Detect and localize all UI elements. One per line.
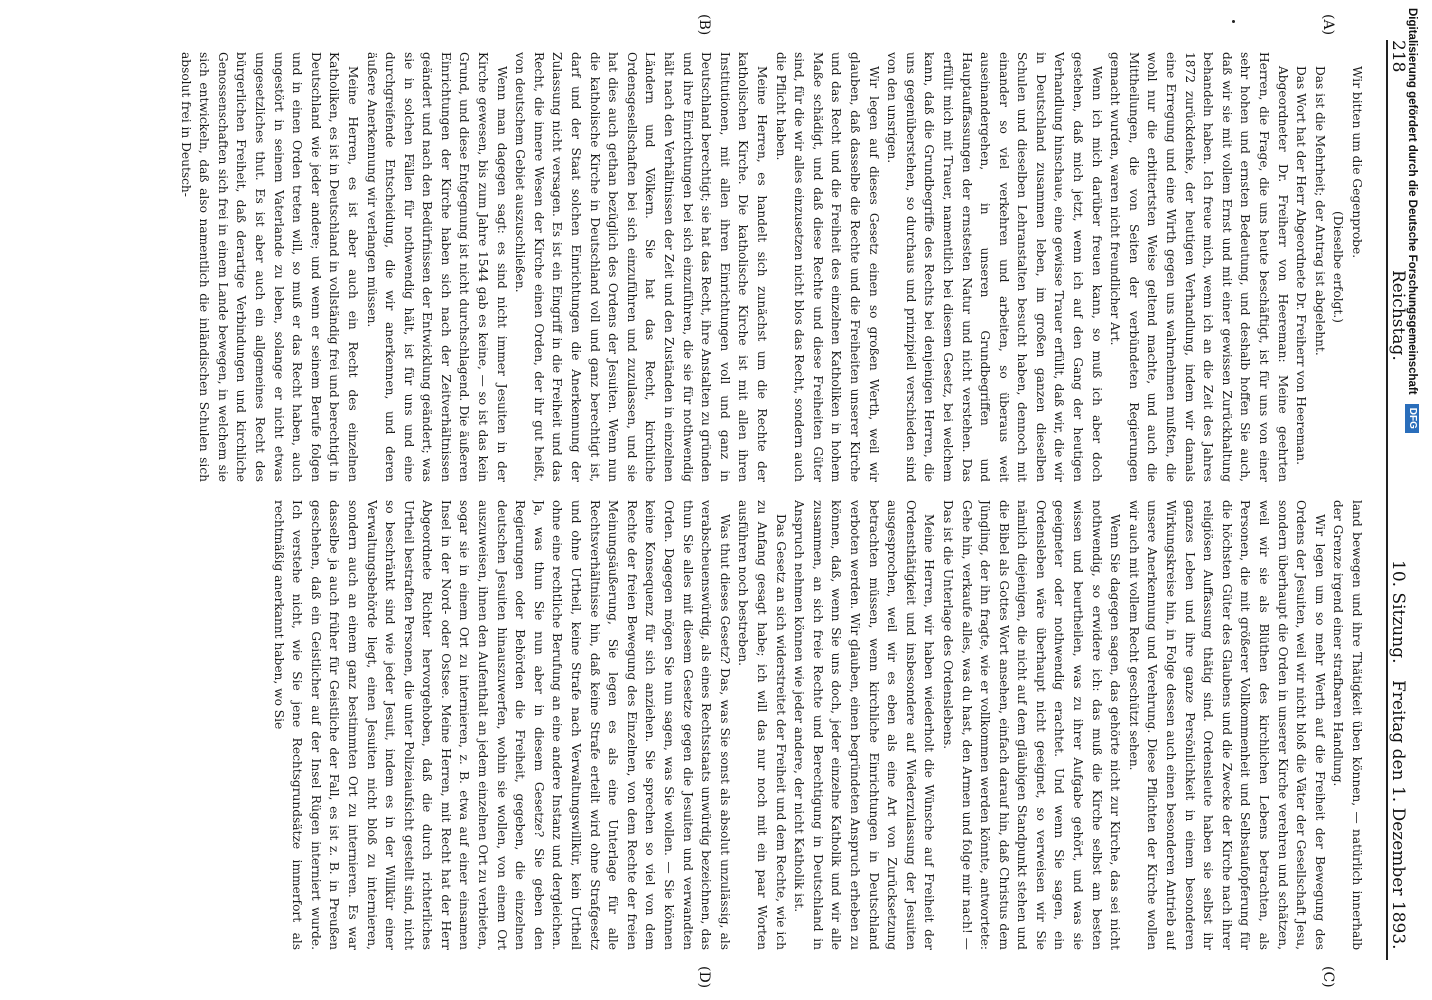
header-rule bbox=[1386, 40, 1388, 960]
paragraph: Meine Herren, es handelt sich zunächst um die Rechte der katholischen Kirche. Die katholische Kirche ist mit allen ihren Institutionen, mit allen ihren Einrichtungen voll und ganz in Deutschland berechtigt; sie hat das Recht, ihre Anstalten zu gründen und ihre Einrichtungen bei sich einzuführen, die sie für nothwendig hält nach den Verhältnissen der Zeit und den Zuständen in einzelnen Ländern und Völkern. Sie hat das Recht, kirchliche Ordensgesellschaften bei sich einzuführen und zuzulassen, und sie hat dies auch gethan bezüglich des Ordens der Jesuiten. Wenn nun die katholische Kirche in Deutschland voll und ganz berechtigt ist, darf und der Staat solchen Einrichtungen die Anerkennung der Zulassung nicht versagen. Es ist ein Eingriff in die Freiheit und das Recht, die innere Wesen der Kirche einen Orden, der ihr gut heißt, von deutschem Gebiet auszuschließen. bbox=[513, 52, 769, 482]
dfg-side-note bbox=[1392, 8, 1432, 998]
paragraph: Das Wort hat der Herr Abgeordnete Dr. Freiherr von Heereman. bbox=[1294, 66, 1309, 465]
page-number: 218 bbox=[1388, 40, 1408, 73]
paragraph: (Dieselbe erfolgt.) bbox=[1331, 210, 1346, 323]
paragraph: Abgeordneter Dr. Freiherr von Heereman: Meine geehrten Herren, die Frage, die uns heute beschäftigt, ist für uns von einer sehr hohen und ernsten Bedeutung, und deshalb hoffen Sie auch, daß wir sie mit vollem Ernst und mit einer gewissen Zurückhaltung behandeln haben. Ich freue mich, wenn ich an die Zeit des Jahres 1872 zurückdenke, der heutigen Verhandlung, indem wir damals eine Erregung und eine Wirth gegen uns wahrnehmen mußten, die wohl nur die erbittertsten Weise geltend machte, und auch die Mittheilungen, die von Seiten der verbündeten Regierungen gemacht wurden, waren nicht freundlicher Art. bbox=[1108, 52, 1290, 482]
left-text-column bbox=[86, 52, 1366, 482]
paragraph: Wir legen auf dieses Gesetz einen so großen Werth, weil wir glauben, daß dasselbe die Rechte und die Freiheiten unserer Kirche und das Recht und die Freiheit des einzelnen Katholiken in hohem Maße schädigt, und daß diese Rechte und diese Freiheiten Güter sind, für die wir alles einzusetzen nicht blos das Recht, sondern auch die Pflicht haben. bbox=[773, 52, 881, 482]
margin-marker-a: (A) bbox=[1320, 14, 1336, 36]
paragraph: Wenn man dagegen sagt: es sind nicht immer Jesuiten in der Kirche gewesen, bis zum Jahre 1544 gab es keine, — so ist das kein Grund, und diese Entgegnung ist nicht durchschlagend. Die äußeren Einrichtungen der Kirche haben sich nach der Zeitverhältnissen geändert und nach den Bedürfnissen der Entwicklung geändert; was sie in solchen Fällen für nothwendig hält, ist für uns und eine durchgreifende Entscheidung, die wir anerkennen, und deren äußere Anerkennung wir verlangen müssen. bbox=[364, 52, 509, 482]
session-date: Freitag den 1. Dezember 1893. bbox=[1388, 680, 1408, 950]
paragraph: Wenn Sie dagegen sagen, das gehörte nicht zur Kirche, das sei nicht nothwendig, so erwidere ich: das muß die Kirche selbst am besten wissen und beurtheilen, was zu ihrer Aufgabe gehört, und was sie geeigneter oder nothwendig erachtet. Und wenn Sie sagen, ein Ordensleben wäre überhaupt nicht geeignet, so verweisen wir Sie nämlich diejenigen, die nicht auf dem gläubigen Standpunkt stehen und die Bibel als Gottes Wort ansehen, einfach darauf hin, daß Christus dem Jüngling, der ihn fragte, wie er vollkommen werden könnte, antwortete: Gehe hin, verkaufe alles, was du hast, den Armen und folge mir nach! — Das ist die Unterlage des Ordenslebens. bbox=[940, 500, 1123, 950]
paragraph: Was thut dieses Gesetz? Das, was Sie sonst als absolut unzulässig, als verabscheuenswürdig, als eines Rechtsstaats unwürdig bezeichnen, das thun Sie alles mit diesem Gesetze gegen die Jesuiten und verwandten Orden. Dagegen mögen Sie nun sagen, was Sie wollen. — Sie können keine Konsequenz für sich anziehen. Sie sprechen so viel von dem Rechte der freien Bewegung des Einzelnen, von dem Rechte der freien Meinungsäußerung, Sie legen es als eine Unterlage für alle Rechtsverhältnisse hin, daß keine Strafe erteilt wird ohne Strafgesetz und ohne Urtheil, keine Strafe nach Verwaltungswillkür, kein Urtheil ohne eine rechtliche Berufung an eine andere Instanz und dergleichen. Ja, was thun Sie nun aber in diesem Gesetze? Sie geben den Regierungen oder Behörden die Freiheit, gegeben, die einzelnen deutschen Jesuiten hinauszuwerfen, wohin sie wollen, von einem Ort auszuweisen, ihnen den Aufenthalt an jedem einzelnen Ort zu verbieten, sogar sie in einem Ort zu internieren, z. B. etwa auf einer einsamen Insel in der Nord- oder Ostsee. Meine Herren, mit Recht hat der Herr Abgeordnete Richter hervorgehoben, daß die durch richterliches Urtheil bestraften Personen, die unter Polizeiaufsicht gestellt sind, nicht so beschränkt sind wie jeder Jesuit, indem es in der Willkür einer Verwaltungsbehörde liegt, einen Jesuiten nicht bloß zu internieren, sondern auch an einem ganz bestimmten Ort zu internieren. Es war dasselbe ja auch früher für Geistliche der Fall, es ist z. B. in Preußen geschehen, daß ein Geistlicher auf der Insel Rügen interniert wurde. Ich verstehe nicht, wie Sie jene Rechtsgrundsätze immerfort als rechtmäßig anerkannt haben, wo Sie bbox=[271, 500, 732, 950]
paragraph: land bewegen und ihre Thätigkeit üben können, — natürlich innerhalb der Grenze irgend einer strafbaren Handlung. bbox=[1331, 500, 1364, 950]
paragraph: Das Gesetz an sich widerstreitet der Freiheit und dem Rechte, wie ich zu Anfang gesagt habe; ich will das nur noch mit ein paar Worten ausführen noch bestreben. bbox=[736, 500, 788, 950]
scan-speck bbox=[1232, 20, 1235, 23]
session-label: 10. Sitzung. bbox=[1388, 560, 1408, 664]
margin-marker-b: (B) bbox=[696, 14, 712, 36]
dfg-note-text-wrap bbox=[1392, 8, 1432, 998]
publication-name: Reichstag. bbox=[1388, 270, 1408, 361]
dfg-logo: DFG bbox=[1405, 404, 1419, 433]
margin-marker-d: (D) bbox=[696, 966, 712, 989]
right-text-column bbox=[86, 500, 1366, 950]
margin-marker-c: (C) bbox=[1320, 966, 1336, 988]
dfg-note-text: Digitalisierung gefördert durch die Deutsche Forschungsgemeinschaft bbox=[1406, 8, 1418, 395]
paragraph: Wenn ich mich darüber freuen kann, so muß ich aber doch gestehen, daß mich jetzt, wenn ich auf den Gang der heutigen Verhandlung hinschaue, eine gewisse Trauer erfüllt, daß wir, die wir in Deutschland zusammen leben, im großen ganzen dieselben Schulen und dieselben Lehranstalten besucht haben, dennoch mit einander so viel verkehren und arbeiten, so überaus weit auseinandergehen, in unseren Grundbegriffen und Hauptauffassungen der ernstesten Natur und nicht verstehen. Das erfüllt mich mit Trauer, namentlich bei diesem Gesetz, bei welchem kann, daß die Grundbegriffe des Rechts bei denjenigen Herren, die uns gegenüberstehen, so durchaus und prinzipiell verschieden sind von den unsrigen. bbox=[885, 52, 1104, 482]
paragraph: Meine Herren, es ist aber auch ein Recht des einzelnen Katholiken, es ist in Deutschland in vollständig frei und berechtigt in Deutschland wie jeder andere; und wenn er seinem Berufe folgen und in einen Orden treten will, so muß er das Recht haben, auch ungestört in seinem Vaterlande zu leben, solange er nicht etwas ungesetzliches thut. Es ist aber auch ein allgemeines Recht des bürgerlichen Freiheit, daß derartige Verbindungen und kirchliche Genossenschaften sich frei in einem Lande bewegen, in welchem sie sich entwickeln, daß also namentlich die inländischen Schulen sich absolut frei in Deutsch- bbox=[178, 52, 360, 482]
paragraph: Das ist die Mehrheit; der Antrag ist abgelehnt. bbox=[1312, 66, 1327, 356]
paragraph: Wir legen um so mehr Werth auf die Freiheit der Bewegung des Ordens der Jesuiten, weil wir nicht bloß die Väter der Gesellschaft Jesu, sondern überhaupt die Orden in unserer Kirche verehren und schätzen, weil wir sie als Blüthen des kirchlichen Lebens betrachten, als Personen, die mit größerer Vollkommenheit und Selbstaufopferung für die höchsten Güter des Glaubens und die Zwecke der Kirche nach ihrer religiösen Auffassung thätig sind. Ordensleute haben sie selbst ihr ganzes Leben und ihre ganze Persönlichkeit in einem besonderen Wirkungskreise hin, in Folge dessen auch einen besonderen Antrieb auf unsere Anerkennung und Verehrung. Diese Pflichten der Kirche wollen wir auch mit vollem Recht geschützt sehen. bbox=[1126, 500, 1327, 950]
paragraph: Wir bitten um die Gegenprobe. bbox=[1350, 66, 1364, 259]
paragraph: Meine Herren, wir haben wiederholt die Wünsche auf Freiheit der Ordensthätigkeit und insbesondere auf Wiederzulassung der Jesuiten ausgesprochen, weil wir es eben als eine Art von Zurücksetzung betrachten müssen, wenn kirchliche Einrichtungen in Deutschland verboten werden. Wir glauben, einen begründeten Anspruch erheben zu können, daß, wenn Sie uns doch, jeder einzelne Katholik und wir alle zusammen, an sich freie Rechte und Berechtigung in Deutschland in Anspruch nehmen können wie jeder andere, der nicht Katholik ist. bbox=[792, 500, 937, 950]
